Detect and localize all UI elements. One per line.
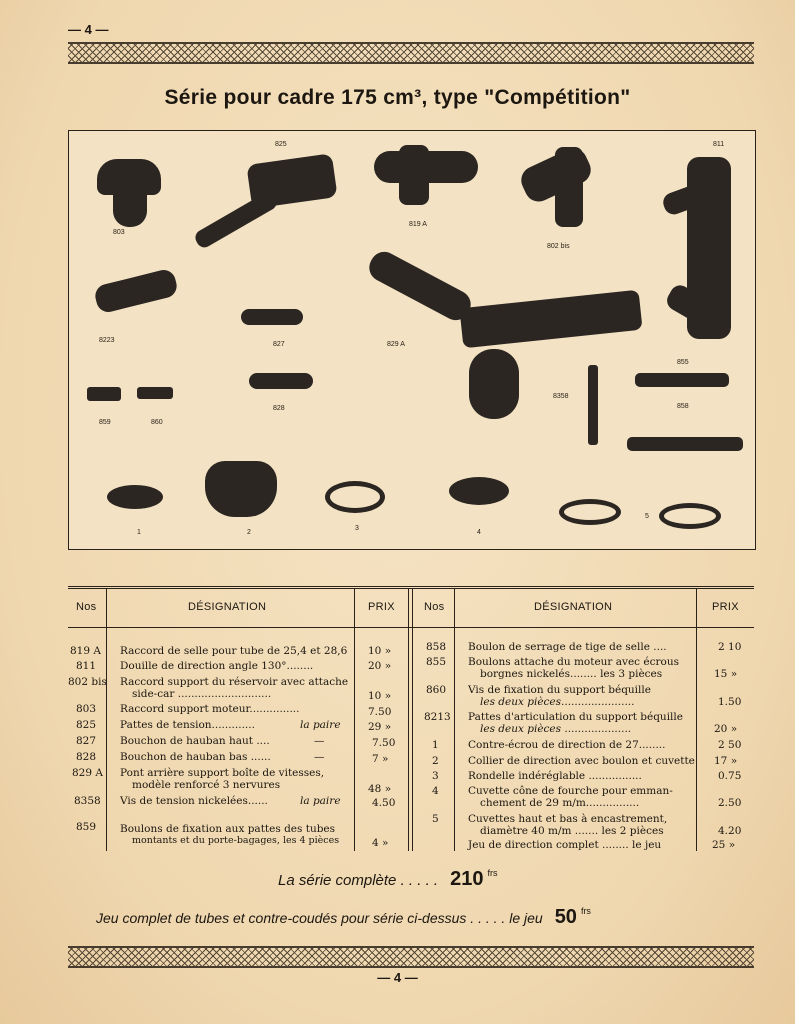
col-header-designation: DÉSIGNATION <box>534 601 613 613</box>
part-802bis-stem <box>555 147 583 227</box>
col-header-no: Nos <box>76 601 97 613</box>
part-4-image <box>449 477 509 505</box>
serie-price: 210 <box>450 868 484 890</box>
ornamental-border-bottom <box>68 946 754 968</box>
figure-label: 829 A <box>387 341 405 348</box>
figure-label: 5 <box>645 513 649 520</box>
currency-label: frs <box>487 868 498 878</box>
serie-complete-line <box>278 868 497 891</box>
part-829a-hub <box>469 349 519 419</box>
figure-label: 855 <box>677 359 689 366</box>
part-819a-stem <box>399 145 429 205</box>
col-header-prix: PRIX <box>368 601 395 613</box>
part-829a-arm <box>364 247 475 325</box>
part-2-image <box>205 461 277 517</box>
figure-label: 828 <box>273 405 285 412</box>
page-number-top: — 4 — <box>68 22 109 37</box>
part-1-image <box>107 485 163 509</box>
jeu-price: 50 <box>554 906 577 928</box>
figure-label: 827 <box>273 341 285 348</box>
figure-label: 8358 <box>553 393 569 400</box>
col-header-no: Nos <box>424 601 445 613</box>
col-header-designation: DÉSIGNATION <box>188 601 267 613</box>
page-title: Série pour cadre 175 cm³, type "Compétition" <box>164 86 631 109</box>
part-828-image <box>249 373 313 389</box>
figure-label: 3 <box>355 525 359 532</box>
page-number-bottom: — 4 — <box>377 970 418 985</box>
part-3-image <box>325 481 385 513</box>
currency-label: frs <box>580 906 591 916</box>
part-5-image-a <box>559 499 621 525</box>
jeu-label: Jeu complet de tubes et contre-coudés pour série ci-dessus . . . . . le jeu <box>96 910 543 926</box>
figure-label: 858 <box>677 403 689 410</box>
part-8358-image <box>588 365 598 445</box>
jeu-complet-line <box>96 906 591 929</box>
figure-label: 825 <box>275 141 287 148</box>
figure-label: 802 bis <box>547 243 570 250</box>
part-803-body <box>113 187 147 227</box>
figure-label: 859 <box>99 419 111 426</box>
figure-label: 4 <box>477 529 481 536</box>
part-8223-image <box>93 267 179 314</box>
col-header-prix: PRIX <box>712 601 739 613</box>
price-table: Nos DÉSIGNATION PRIX Nos DÉSIGNATION PRIX 819 A Raccord de selle pour tube de 25,4 et 28,6 10 » 811 Douille de direction angle 130°........ 20 » 802 bis Raccord support du réservoir avec attache side-car ............................ 10 » 803 Raccord support moteur............... 7.50 825 Pattes de tension............. la paire 29 » 827 Bouchon de hauban haut .... — 7.50 828 Bouchon de hauban bas ...... — 7 » 829 A Pont arrière support boîte de vitesses, modèle renforcé 3 nervures 48 » 8358 Vis de tension nickelées...... la paire 4.50 859 Boulons de fixation aux pattes des tubes montants et du porte-bagages, les 4 pièces 4 » 858 Boulon de serrage de tige de selle .... 2 10 855 Boulons attache du moteur avec écrous borgnes nickelés........ les 3 pièces 15 » 860 Vis de fixation du support béquille les deux pièces...................... 1.50 8213 Pattes d'articulation du support béquille les deux pièces .................... 20 » 1 Contre-écrou de direction de 27........ 2 50 2 Collier de direction avec boulon et cuvette 17 » 3 Rondelle indéréglable ................ 0.75 4 Cuvette cône de fourche pour emman- chement de 29 m/m................ 2.50 5 Cuvettes haut et bas à encastrement, diamètre 40 m/m ....... les 2 pièces 4.20 Jeu de direction complet ........ le jeu 25 » <box>68 586 754 851</box>
part-855-image <box>635 373 729 387</box>
figure-label: 1 <box>137 529 141 536</box>
figure-label: 811 <box>713 141 725 148</box>
parts-illustration <box>68 130 756 550</box>
part-5-image-b <box>659 503 721 529</box>
figure-label: 860 <box>151 419 163 426</box>
figure-label: 8223 <box>99 337 115 344</box>
part-827-image <box>241 309 303 325</box>
part-859-image <box>87 387 121 401</box>
part-825-arm <box>193 190 280 251</box>
part-860-image <box>137 387 173 399</box>
figure-label: 2 <box>247 529 251 536</box>
ornamental-border-top <box>68 42 754 64</box>
part-829a-body <box>459 290 642 349</box>
figure-label: 819 A <box>409 221 427 228</box>
serie-label: La série complète . . . . . <box>278 872 439 889</box>
figure-label: 803 <box>113 229 125 236</box>
part-858-image <box>627 437 743 451</box>
